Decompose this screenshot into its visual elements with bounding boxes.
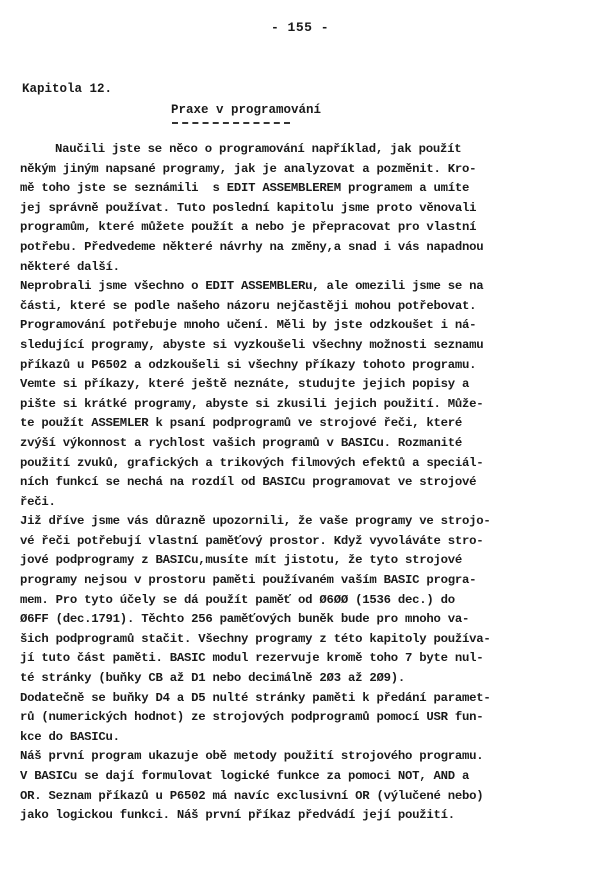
text-line: sledující programy, abyste si vyzkoušeli všechny možnosti seznamu xyxy=(20,337,484,352)
text-line: OR. Seznam příkazů u P6502 má navíc exclusivní OR (výlučené nebo) xyxy=(20,788,484,803)
text-line: Již dříve jsme vás důrazně upozornili, že vaše programy ve strojo- xyxy=(20,514,491,529)
text-line: příkazů u P6502 a odzkoušeli si všechny příkazy tohoto programu. xyxy=(20,357,477,372)
text-line: jako logickou funkci. Náš první příkaz předvádí její použití. xyxy=(20,808,455,823)
text-line: Vemte si příkazy, které ještě neznáte, studujte jejich popisy a xyxy=(20,377,470,392)
text-line: mem. Pro tyto účely se dá použít paměť od Ø6ØØ (1536 dec.) do xyxy=(20,592,455,607)
text-line: zvýší výkonnost a rychlost vašich programů v BASICu. Rozmanité xyxy=(20,435,463,450)
text-line: mě toho jste se seznámili s EDIT ASSEMBLEREM programem a umíte xyxy=(20,181,470,196)
text-line: Dodatečně se buňky D4 a D5 nulté stránky paměti k předání paramet- xyxy=(20,690,491,705)
text-line: Ø6FF (dec.1791). Těchto 256 paměťových buněk bude pro mnoho va- xyxy=(20,612,470,627)
text-line: vé řeči potřebují vlastní paměťový prostor. Když vyvoláváte stro- xyxy=(20,533,484,548)
text-line: části, které se podle našeho názoru nejčastěji mohou potřebovat. xyxy=(20,298,477,313)
text-line: V BASICu se dají formulovat logické funkce za pomoci NOT, AND a xyxy=(20,769,470,783)
text-line: Náš první program ukazuje obě metody použití strojového programu. xyxy=(20,749,484,764)
text-line: jej správně používat. Tuto poslední kapitolu jsme proto věnovali xyxy=(20,200,477,215)
text-line: někým jiným napsané programy, jak je analyzovat a pozměnit. Kro- xyxy=(20,161,477,176)
text-line: kce do BASICu. xyxy=(20,729,120,744)
text-line: rů (numerických hodnot) ze strojových podprogramů pomocí USR fun- xyxy=(20,710,484,725)
text-line: ních funkcí se nechá na rozdíl od BASICu programovat ve strojové xyxy=(20,475,477,490)
text-line: použití zvuků, grafických a trikových filmových efektů a speciál- xyxy=(20,455,484,470)
text-line: jové podprogramy z BASICu,musíte mít jistotu, že tyto strojové xyxy=(20,553,463,568)
text-line: řeči. xyxy=(20,494,56,509)
text-line: te použít ASSEMLER k psaní podprogramů ve strojové řeči, které xyxy=(20,416,463,431)
text-line: programům, které můžete použít a nebo je přepracovat pro vlastní xyxy=(20,220,477,235)
section-title: Praxe v programování xyxy=(171,103,322,117)
text-line: Programování potřebuje mnoho učení. Měli by jste odzkoušet i ná- xyxy=(20,318,477,333)
text-line: Neprobrali jsme všechno o EDIT ASSEMBLERu, ale omezili jsme se na xyxy=(20,279,484,294)
text-line: jí tuto část paměti. BASIC modul rezervuje kromě toho 7 byte nul- xyxy=(20,651,484,666)
chapter-heading: Kapitola 12. xyxy=(22,82,113,96)
text-line: programy nejsou v prostoru paměti používaném vaším BASIC progra- xyxy=(20,573,477,588)
body-text xyxy=(20,140,595,826)
text-line: té stránky (buňky CB až D1 nebo decimálně 2Ø3 až 2Ø9). xyxy=(20,671,405,686)
text-line: šich podprogramů stačit. Všechny programy z této kapitoly používa- xyxy=(20,631,491,646)
text-line: potřebu. Předvedeme některé návrhy na změny,a snad i vás napadnou xyxy=(20,239,484,254)
text-line: Naučili jste se něco o programování například, jak použít xyxy=(55,142,462,156)
text-line: některé další. xyxy=(20,259,120,274)
title-underline xyxy=(172,122,290,124)
text-line: pište si krátké programy, abyste si zkusili jejich použití. Může- xyxy=(20,396,484,411)
page-number: - 155 - xyxy=(270,20,330,35)
